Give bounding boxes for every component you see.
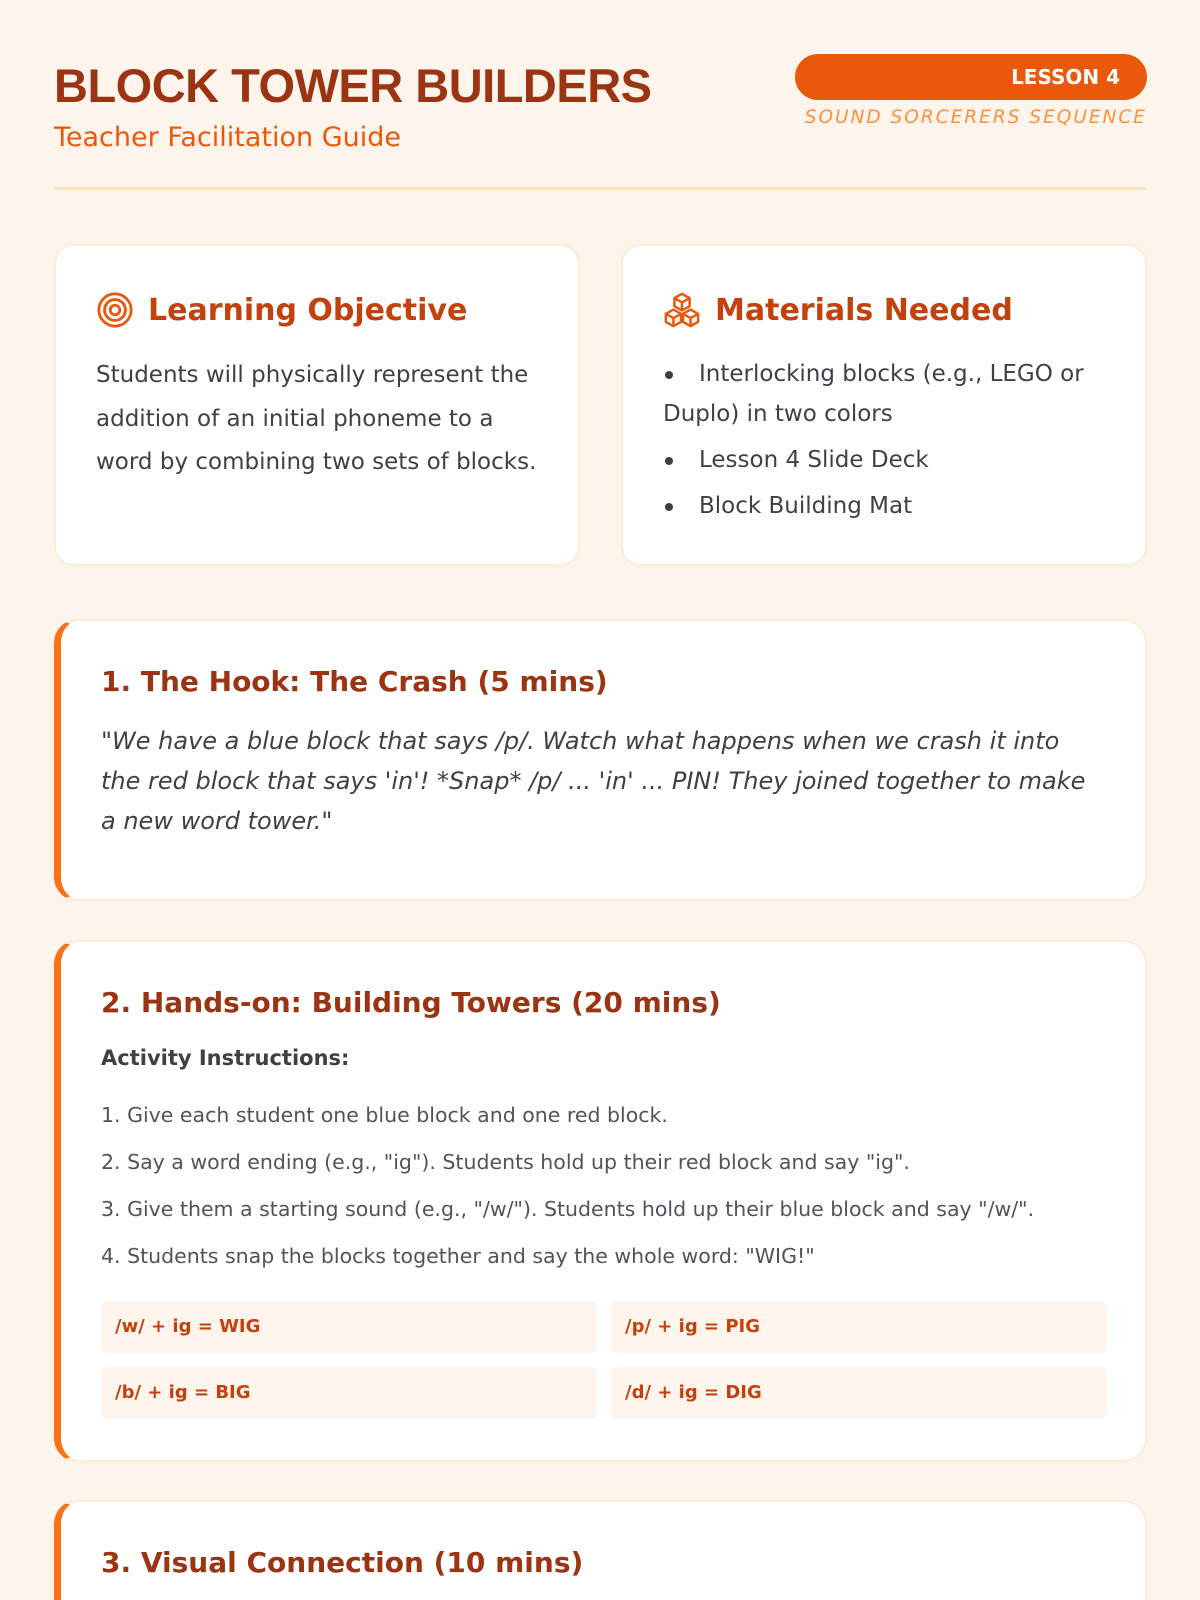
lesson-guide-page bbox=[54, 0, 1147, 1579]
section-title: 2. Hands-on: Building Towers (20 mins) bbox=[101, 986, 721, 1019]
bullet-icon bbox=[665, 503, 673, 511]
objective-card bbox=[54, 244, 580, 566]
header bbox=[54, 0, 1147, 190]
instruction-steps bbox=[101, 1103, 1101, 1291]
instruction-step: 4. Students snap the blocks together and say the whole word: "WIG!" bbox=[101, 1244, 815, 1268]
section-visual-connection bbox=[54, 1500, 1147, 1600]
section-title: 1. The Hook: The Crash (5 mins) bbox=[101, 665, 608, 698]
instruction-step: 2. Say a word ending (e.g., "ig"). Students hold up their red block and say "ig". bbox=[101, 1150, 910, 1174]
section-title: 3. Visual Connection (10 mins) bbox=[101, 1546, 584, 1579]
objective-header bbox=[96, 290, 467, 330]
bullet-icon bbox=[665, 457, 673, 465]
material-label: Block Building Mat bbox=[699, 493, 913, 519]
section-hands-on bbox=[54, 940, 1147, 1462]
lesson-badge: LESSON 4 bbox=[795, 54, 1147, 100]
materials-heading: Materials Needed bbox=[715, 292, 1013, 328]
bullet-icon bbox=[665, 371, 673, 379]
example-chip: /b/ + ig = BIG bbox=[101, 1367, 597, 1419]
sequence-label: SOUND SORCERERS SEQUENCE bbox=[804, 107, 1147, 128]
instruction-step: 3. Give them a starting sound (e.g., "/w/"). Students hold up their blue block and say "/w/". bbox=[101, 1197, 1035, 1221]
materials-header bbox=[663, 290, 1013, 330]
page-title: BLOCK TOWER BUILDERS bbox=[54, 59, 652, 112]
instruction-step: 1. Give each student one blue block and one red block. bbox=[101, 1103, 668, 1127]
material-label: Lesson 4 Slide Deck bbox=[699, 447, 929, 473]
page-subtitle: Teacher Facilitation Guide bbox=[54, 122, 401, 153]
list-item bbox=[663, 440, 1113, 480]
section-hook bbox=[54, 619, 1147, 901]
example-chip: /w/ + ig = WIG bbox=[101, 1301, 597, 1353]
objective-text: Students will physically represent the addition of an initial phoneme to a word by combining two sets of blocks. bbox=[96, 362, 537, 475]
objective-heading: Learning Objective bbox=[148, 292, 468, 328]
cubes-icon bbox=[663, 291, 701, 329]
list-item bbox=[663, 486, 1113, 526]
target-icon bbox=[96, 291, 134, 329]
materials-card bbox=[621, 244, 1147, 566]
example-chip: /p/ + ig = PIG bbox=[611, 1301, 1107, 1353]
materials-list bbox=[663, 354, 1113, 532]
example-chip: /d/ + ig = DIG bbox=[611, 1367, 1107, 1419]
material-label: Interlocking blocks (e.g., LEGO or Duplo) in two colors bbox=[663, 361, 1084, 427]
instructions-label: Activity Instructions: bbox=[101, 1046, 350, 1070]
hook-quote: "We have a blue block that says /p/. Watch what happens when we crash it into the red block that says 'in'! *Snap* /p/ ... 'in' ... PIN! They joined together to make a new word tower." bbox=[101, 727, 1086, 835]
list-item bbox=[663, 354, 1113, 434]
